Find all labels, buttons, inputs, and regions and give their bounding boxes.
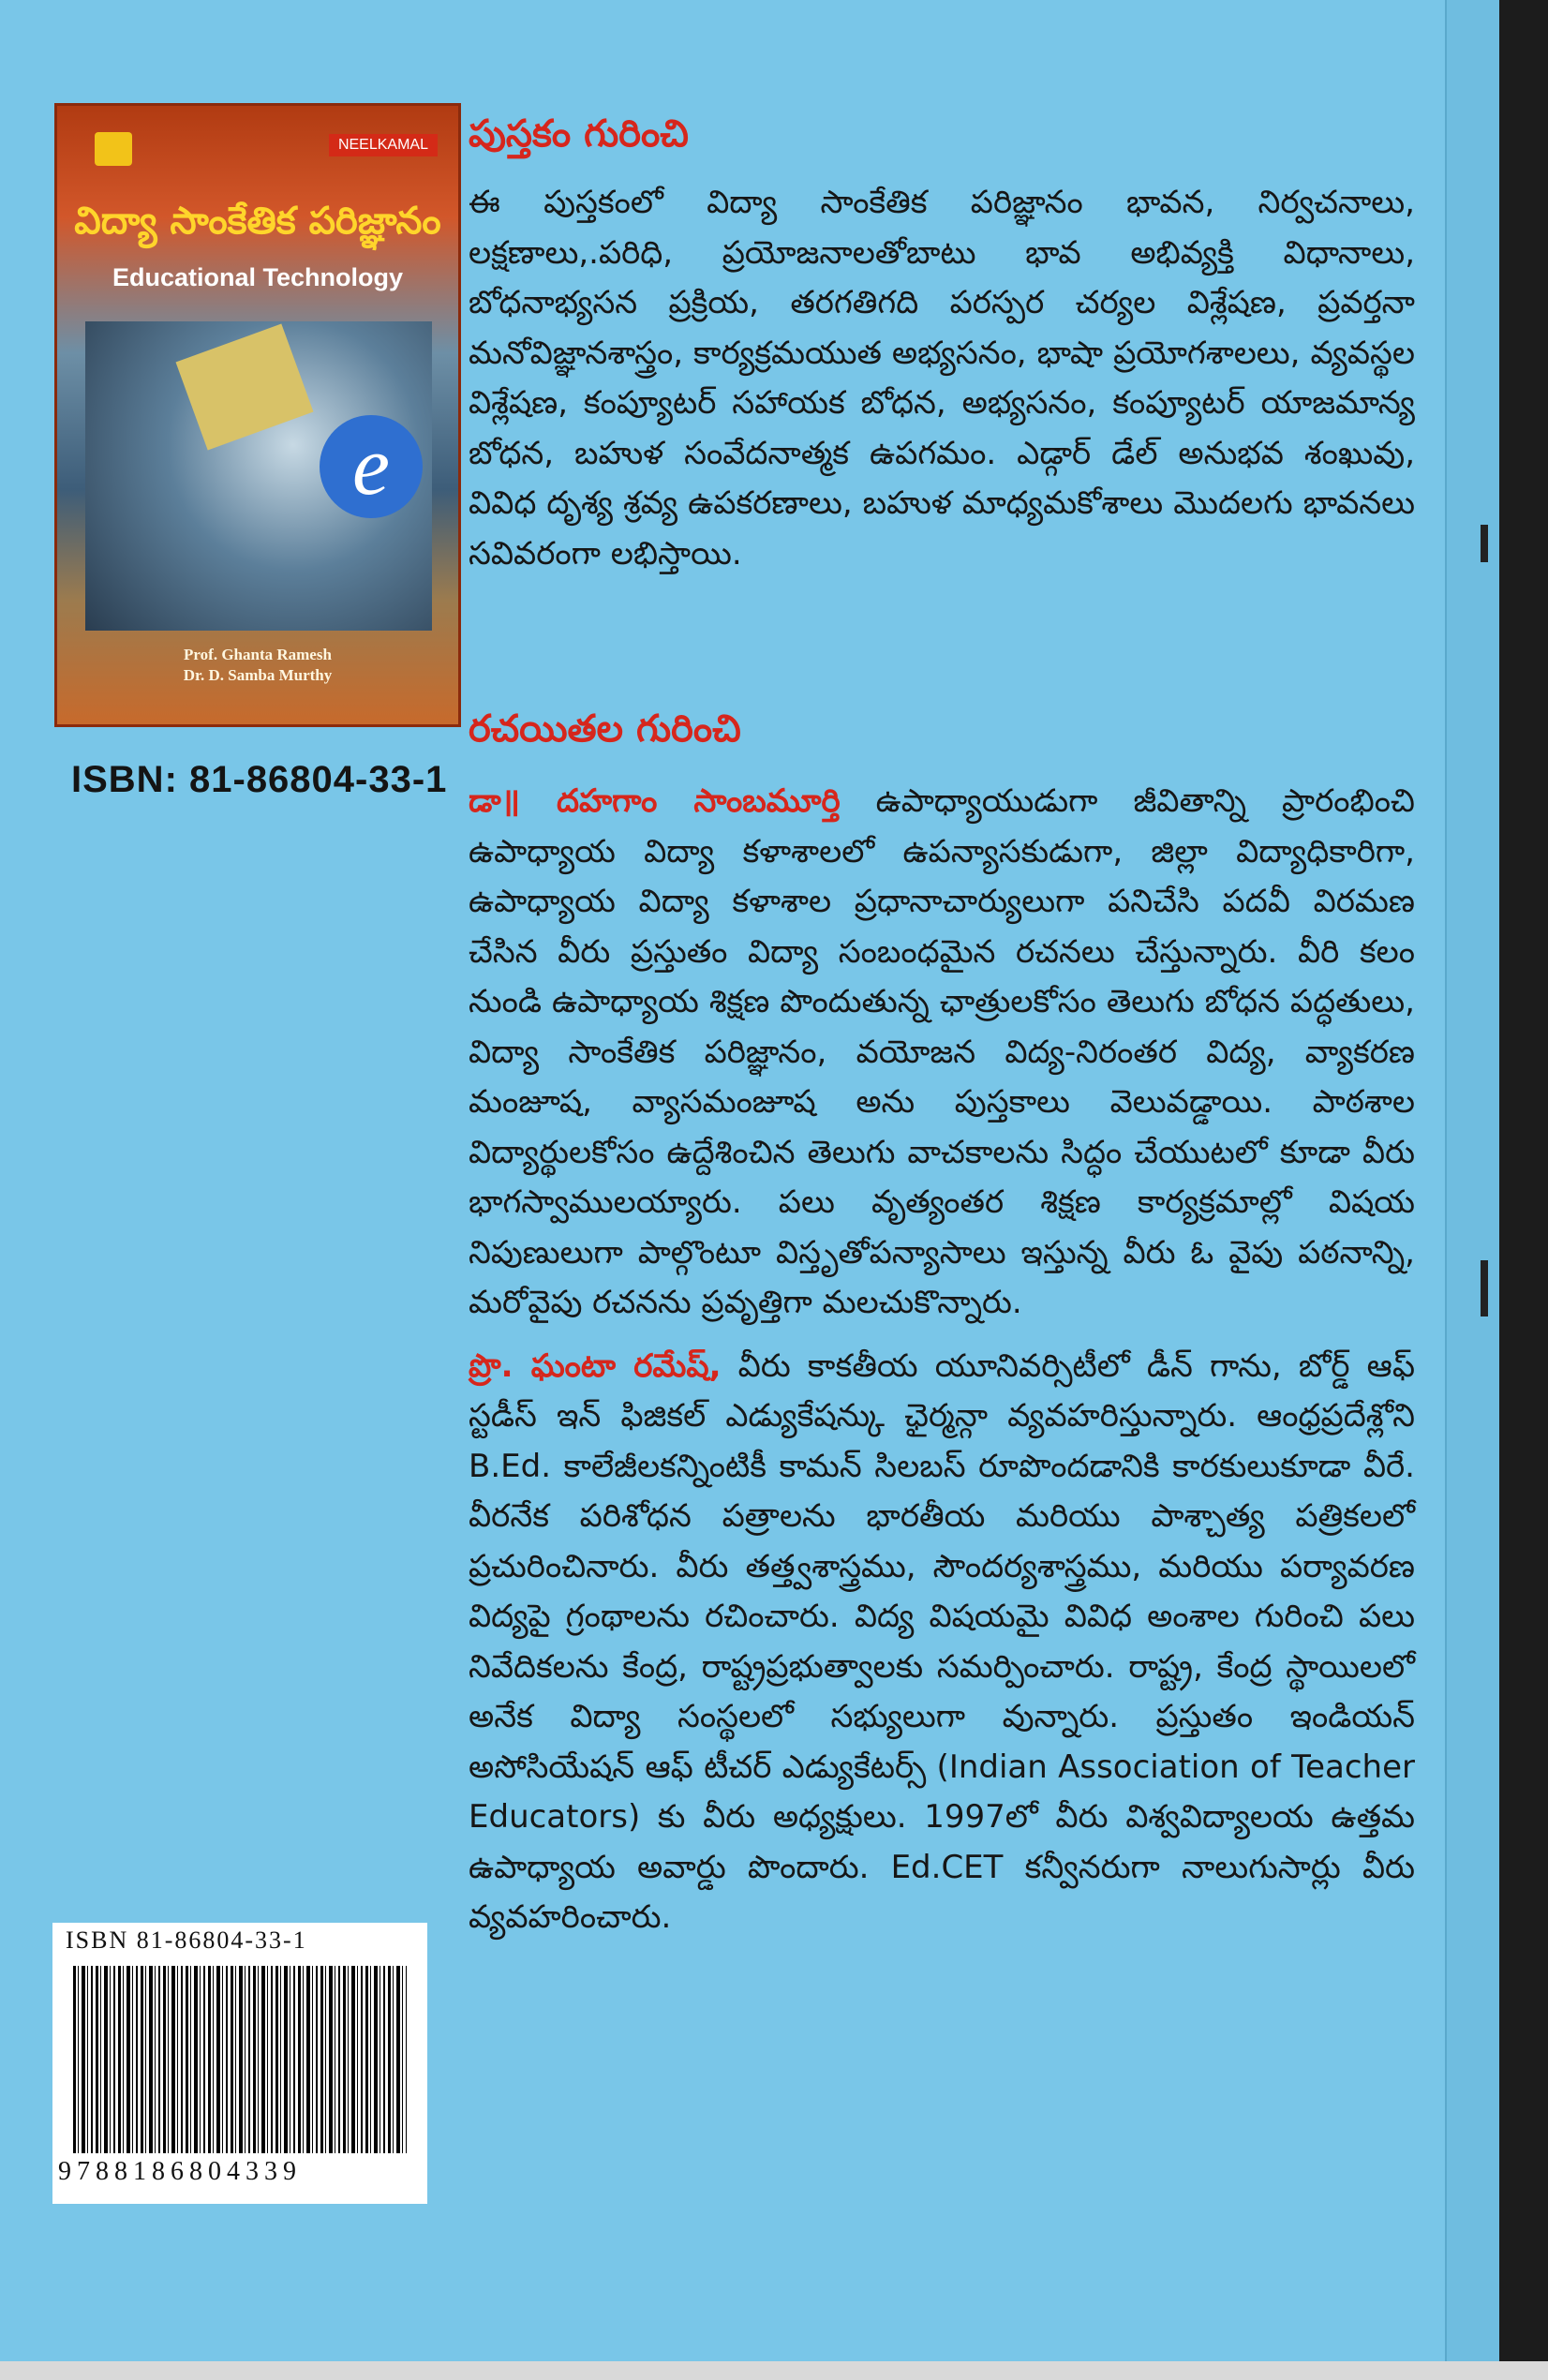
satellite-icon (176, 323, 314, 450)
author2-name: ప్రొ. ఘంటా రమేష్, (469, 1346, 722, 1385)
about-book-text: ఈ పుస్తకంలో విద్యా సాంకేతిక పరిజ్ఞానం భావన, నిర్వచనాలు, లక్షణాలు,.పరిధి, ప్రయోజనాలతోబాటు భావ అభివ్యక్తి విధానాలు, బోధనాభ్యసన ప్రక్రియ, తరగతిగది పరస్పర చర్యల విశ్లేషణ, ప్రవర్తనా మనోవిజ్ఞానశాస్త్రం, కార్యక్రమయుత అభ్యసనం, భాషా ప్రయోగశాలలు, వ్యవస్థల విశ్లేషణ, కంప్యూటర్ సహాయక బోధన, అభ్యసనం, కంప్యూటర్ యాజమాన్య బోధన, బహుళ సంవేదనాత్మక ఉపగమం. ఎడ్గార్ డేల్ అనుభవ శంఖువు, వివిధ దృశ్య శ్రవ్య ఉపకరణాలు, బహుళ మాధ్యమకోశాలు మొదలగు భావనలు సవివరంగా లభిస్తాయి. (469, 184, 1415, 573)
book-spine (1445, 0, 1501, 2361)
thumbnail-title-english: Educational Technology (112, 263, 404, 291)
publisher-logo-icon (95, 132, 132, 166)
internet-explorer-icon: e (320, 415, 423, 518)
barcode-isbn-text: ISBN 81-86804-33-1 (66, 1926, 307, 1954)
thumbnail-title-telugu: విద్యా సాంకేతిక పరిజ్ఞానం (74, 200, 441, 243)
author1-bio (469, 777, 1415, 1329)
page-edge (1499, 0, 1548, 2380)
thumbnail-collage (85, 321, 432, 631)
book-cover-thumbnail (54, 103, 461, 727)
publisher-badge: NEELKAMAL (329, 134, 438, 156)
barcode-icon (73, 1966, 407, 2153)
thumbnail-author-2: Dr. D. Samba Murthy (183, 666, 333, 684)
thumbnail-author-1: Prof. Ghanta Ramesh (184, 646, 332, 663)
spine-mark (1481, 525, 1488, 562)
author1-text: ఉపాధ్యాయుడుగా జీవితాన్ని ప్రారంభించి ఉపాధ్యాయ విద్యా కళాశాలలో ఉపన్యాసకుడుగా, జిల్లా విద్యాధికారిగా, ఉపాధ్యాయ విద్యా కళాశాల ప్రధానాచార్యులుగా పనిచేసి పదవీ విరమణ చేసిన వీరు ప్రస్తుతం విద్యా సంబంధమైన రచనలు చేస్తున్నారు. వీరి కలం నుండి ఉపాధ్యాయ శిక్షణ పొందుతున్న ఛాత్రులకోసం తెలుగు బోధన పద్ధతులు, విద్యా సాంకేతిక పరిజ్ఞానం, వయోజన విద్య-నిరంతర విద్య, వ్యాకరణ మంజూష, వ్యాసమంజూష అను పుస్తకాలు వెలువడ్డాయి. పాఠశాల విద్యార్థులకోసం ఉద్దేశించిన తెలుగు వాచకాలను సిద్ధం చేయుటలో కూడా వీరు భాగస్వాములయ్యారు. పలు వృత్యంతర శిక్షణ కార్యక్రమాల్లో విషయ నిపుణులుగా పాల్గొంటూ విస్తృతోపన్యాసాలు ఇస్తున్న వీరు ఓ వైపు పఠనాన్ని, మరోవైపు రచనను ప్రవృత్తిగా మలచుకొన్నారు. (469, 782, 1415, 1321)
author2-text: వీరు కాకతీయ యూనివర్సిటీలో డీన్ గాను, బోర్డ్ ఆఫ్ స్టడీస్ ఇన్ ఫిజికల్ ఎడ్యుకేషన్కు ఛైర్మన్గా వ్యవహరిస్తున్నారు. ఆంధ్రప్రదేశ్లోని B.Ed. కాలేజీలకన్నింటికీ కామన్ సిలబస్ రూపొందడానికి కారకులుకూడా వీరే. వీరనేక పరిశోధన పత్రాలను భారతీయ మరియు పాశ్చాత్య పత్రికలలో ప్రచురించినారు. వీరు తత్త్వశాస్త్రము, సౌందర్యశాస్త్రము, మరియు పర్యావరణ విద్యపై గ్రంథాలను రచించారు. విద్య విషయమై వివిధ అంశాల గురించి పలు నివేదికలను కేంద్ర, రాష్ట్రప్రభుత్వాలకు సమర్పించారు. రాష్ట్ర, కేంద్ర స్థాయిలలో అనేక విద్యా సంస్థలలో సభ్యులుగా వున్నారు. ప్రస్తుతం ఇండియన్ అసోసియేషన్ ఆఫ్ టీచర్ ఎడ్యుకేటర్స్ (Indian Association of Teacher Educators) కు వీరు అధ్యక్షులు. 1997లో వీరు విశ్వవిద్యాలయ ఉత్తమ ఉపాధ్యాయ అవార్డు పొందారు. Ed.CET కన్వీనరుగా నాలుగుసార్లు వీరు వ్యవహరించారు. (469, 1346, 1415, 1936)
barcode-label (52, 1923, 427, 2204)
about-authors-section (469, 707, 1415, 1943)
about-authors-heading: రచయితల గురించి (469, 707, 741, 751)
about-book-heading: పుస్తకం గురించి (469, 112, 689, 156)
thumbnail-authors (57, 645, 458, 686)
author2-bio (469, 1342, 1415, 1943)
author1-name: డా॥ దహగాం సాంబమూర్తి (469, 782, 841, 820)
spine-mark (1481, 1260, 1488, 1316)
barcode-number: 9788186804339 (58, 2157, 302, 2186)
about-book-section (469, 112, 1415, 579)
scan-margin (0, 2361, 1548, 2380)
isbn-label: ISBN: 81-86804-33-1 (71, 759, 448, 800)
